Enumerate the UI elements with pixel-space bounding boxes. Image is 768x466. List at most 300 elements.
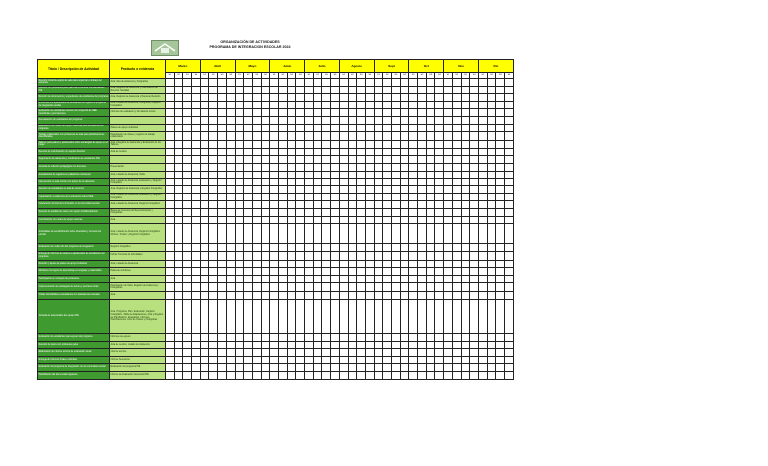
week-label: S3	[218, 73, 227, 79]
schedule-cell	[505, 179, 514, 186]
schedule-cell	[452, 275, 461, 283]
schedule-cell	[426, 132, 435, 141]
schedule-cell	[435, 163, 444, 171]
schedule-cell	[496, 179, 505, 186]
activity-cell: Actividades de sensibilización sobre diversidad y convivencia escolar	[38, 224, 110, 244]
schedule-cell	[479, 94, 488, 102]
schedule-cell	[444, 141, 453, 149]
schedule-cell	[331, 356, 340, 364]
schedule-cell	[392, 341, 401, 349]
schedule-cell	[174, 201, 183, 209]
schedule-cell	[400, 163, 409, 171]
schedule-cell	[383, 268, 392, 276]
schedule-cell	[392, 179, 401, 186]
schedule-cell	[174, 193, 183, 201]
schedule-cell	[261, 364, 270, 372]
schedule-cell	[235, 251, 244, 260]
schedule-cell	[479, 86, 488, 94]
schedule-cell	[226, 156, 235, 164]
schedule-cell	[409, 216, 418, 224]
schedule-cell	[183, 156, 192, 164]
schedule-cell	[305, 116, 314, 124]
schedule-cell	[348, 334, 357, 342]
schedule-cell	[252, 109, 261, 117]
schedule-cell	[339, 171, 348, 179]
schedule-cell	[270, 349, 279, 357]
schedule-cell	[435, 268, 444, 276]
schedule-cell	[287, 79, 296, 87]
schedule-cell	[261, 300, 270, 334]
schedule-cell	[192, 171, 201, 179]
evidence-cell: Informe de Evaluación Semestral PIE	[110, 372, 166, 380]
activity-cell: Reunión de coordinación con equipo directivo	[38, 148, 110, 156]
schedule-cell	[174, 109, 183, 117]
schedule-cell	[409, 283, 418, 292]
schedule-cell	[200, 124, 209, 132]
schedule-cell	[400, 171, 409, 179]
schedule-cell	[461, 86, 470, 94]
schedule-cell	[218, 372, 227, 380]
schedule-cell	[261, 251, 270, 260]
schedule-cell	[418, 171, 427, 179]
schedule-cell	[496, 201, 505, 209]
schedule-cell	[183, 268, 192, 276]
schedule-cell	[383, 156, 392, 164]
schedule-cell	[226, 341, 235, 349]
schedule-cell	[305, 334, 314, 342]
schedule-cell	[226, 163, 235, 171]
schedule-cell	[444, 124, 453, 132]
schedule-cell	[374, 201, 383, 209]
schedule-cell	[252, 94, 261, 102]
schedule-cell	[365, 124, 374, 132]
schedule-cell	[426, 179, 435, 186]
schedule-cell	[200, 251, 209, 260]
schedule-cell	[383, 251, 392, 260]
schedule-cell	[261, 79, 270, 87]
schedule-cell	[470, 260, 479, 268]
schedule-cell	[339, 79, 348, 87]
schedule-cell	[270, 186, 279, 194]
schedule-cell	[452, 79, 461, 87]
schedule-cell	[487, 124, 496, 132]
table-row	[38, 300, 514, 334]
schedule-cell	[200, 141, 209, 149]
schedule-cell	[313, 224, 322, 244]
schedule-cell	[479, 268, 488, 276]
schedule-cell	[261, 94, 270, 102]
col-header-activity: Título / Descripción de Actividad	[38, 60, 110, 79]
schedule-cell	[226, 101, 235, 109]
schedule-cell	[226, 300, 235, 334]
schedule-cell	[339, 201, 348, 209]
schedule-cell	[270, 116, 279, 124]
schedule-cell	[287, 216, 296, 224]
schedule-cell	[331, 334, 340, 342]
month-header-julio: Julio	[305, 60, 340, 73]
schedule-cell	[244, 201, 253, 209]
schedule-cell	[383, 244, 392, 252]
schedule-cell	[322, 156, 331, 164]
schedule-cell	[339, 364, 348, 372]
activity-cell: Evaluación de medio año del programa de integración	[38, 244, 110, 252]
week-label: S2	[279, 73, 288, 79]
schedule-cell	[470, 372, 479, 380]
schedule-cell	[331, 201, 340, 209]
schedule-cell	[461, 179, 470, 186]
evidence-cell: Informes de evaluación y formularios únicos	[110, 109, 166, 117]
schedule-cell	[313, 141, 322, 149]
evidence-cell: Acta, Registro de Asistencia y Planificación de Reunión, Medidas	[110, 86, 166, 94]
schedule-cell	[357, 156, 366, 164]
schedule-cell	[444, 251, 453, 260]
table-row	[38, 148, 514, 156]
schedule-cell	[374, 116, 383, 124]
schedule-cell	[383, 300, 392, 334]
schedule-cell	[192, 156, 201, 164]
week-label: S1	[305, 73, 314, 79]
schedule-cell	[331, 94, 340, 102]
schedule-cell	[287, 179, 296, 186]
schedule-cell	[505, 79, 514, 87]
schedule-cell	[252, 101, 261, 109]
schedule-cell	[296, 116, 305, 124]
activity-cell: Talleres para padres y apoderados sobre estrategias de apoyo en el hogar	[38, 141, 108, 147]
schedule-cell	[409, 141, 418, 149]
week-label: S1	[339, 73, 348, 79]
schedule-cell	[305, 364, 314, 372]
schedule-cell	[348, 141, 357, 149]
schedule-cell	[339, 216, 348, 224]
schedule-cell	[244, 349, 253, 357]
schedule-cell	[313, 260, 322, 268]
schedule-cell	[270, 179, 279, 186]
activity-cell: Evaluación de estudiantes para egreso del programa	[38, 334, 110, 342]
schedule-cell	[218, 260, 227, 268]
table-row	[38, 94, 514, 102]
schedule-cell	[444, 349, 453, 357]
schedule-cell	[279, 275, 288, 283]
month-header-marzo: Marzo	[166, 60, 201, 73]
schedule-cell	[200, 201, 209, 209]
schedule-cell	[487, 224, 496, 244]
schedule-cell	[348, 283, 357, 292]
schedule-cell	[287, 283, 296, 292]
schedule-cell	[166, 148, 175, 156]
schedule-cell	[479, 356, 488, 364]
schedule-cell	[418, 349, 427, 357]
schedule-cell	[383, 372, 392, 380]
schedule-cell	[357, 116, 366, 124]
month-header-nov: Nov	[444, 60, 479, 73]
schedule-cell	[426, 186, 435, 194]
evidence-cell: Planes de apoyo individual	[110, 124, 166, 132]
schedule-cell	[487, 201, 496, 209]
schedule-cell	[226, 364, 235, 372]
schedule-cell	[166, 132, 175, 141]
schedule-cell	[392, 208, 401, 216]
schedule-cell	[235, 132, 244, 141]
schedule-cell	[374, 356, 383, 364]
schedule-cell	[174, 268, 183, 276]
schedule-cell	[365, 244, 374, 252]
schedule-cell	[305, 186, 314, 194]
schedule-cell	[461, 148, 470, 156]
schedule-cell	[470, 224, 479, 244]
schedule-cell	[452, 132, 461, 141]
evidence-cell: Planificación de clases y registro de trabajo colaborativo	[110, 132, 166, 141]
schedule-cell	[444, 101, 453, 109]
schedule-cell	[505, 283, 514, 292]
week-label: S3	[287, 73, 296, 79]
schedule-cell	[496, 79, 505, 87]
schedule-cell	[365, 201, 374, 209]
schedule-cell	[444, 283, 453, 292]
schedule-cell	[322, 364, 331, 372]
schedule-cell	[409, 201, 418, 209]
schedule-cell	[192, 201, 201, 209]
schedule-cell	[261, 372, 270, 380]
activity-cell: Atención de estudiantes en aula de recursos	[38, 186, 110, 194]
schedule-cell	[479, 132, 488, 141]
schedule-cell	[452, 268, 461, 276]
schedule-cell	[348, 216, 357, 224]
schedule-cell	[383, 148, 392, 156]
schedule-cell	[505, 208, 514, 216]
schedule-cell	[218, 283, 227, 292]
schedule-cell	[287, 334, 296, 342]
schedule-cell	[435, 372, 444, 380]
schedule-cell	[287, 101, 296, 109]
schedule-cell	[435, 193, 444, 201]
schedule-cell	[209, 116, 218, 124]
evidence-cell: Acta, Listado de Asistencia, Evaluación y Registro Fotográfico	[110, 179, 166, 186]
activity-cell: Entrevista con apoderados de estudiantes de ingreso al programa de integración escolar	[38, 101, 110, 109]
schedule-cell	[183, 334, 192, 342]
schedule-cell	[348, 79, 357, 87]
schedule-cell	[426, 124, 435, 132]
schedule-cell	[174, 101, 183, 109]
schedule-cell	[418, 163, 427, 171]
schedule-cell	[322, 79, 331, 87]
schedule-cell	[383, 132, 392, 141]
table-row	[38, 268, 514, 276]
schedule-cell	[226, 94, 235, 102]
schedule-cell	[348, 251, 357, 260]
schedule-cell	[435, 341, 444, 349]
schedule-cell	[505, 116, 514, 124]
schedule-cell	[252, 79, 261, 87]
schedule-cell	[200, 244, 209, 252]
schedule-cell	[279, 193, 288, 201]
schedule-cell	[174, 356, 183, 364]
schedule-cell	[226, 251, 235, 260]
schedule-cell	[505, 171, 514, 179]
schedule-cell	[252, 171, 261, 179]
schedule-cell	[400, 94, 409, 102]
schedule-cell	[479, 163, 488, 171]
schedule-cell	[392, 201, 401, 209]
schedule-cell	[296, 86, 305, 94]
week-label: S2	[209, 73, 218, 79]
schedule-cell	[435, 156, 444, 164]
week-label: S4	[261, 73, 270, 79]
schedule-cell	[479, 101, 488, 109]
schedule-cell	[348, 341, 357, 349]
schedule-cell	[226, 109, 235, 117]
schedule-cell	[383, 201, 392, 209]
schedule-cell	[426, 86, 435, 94]
schedule-cell	[296, 364, 305, 372]
schedule-cell	[279, 364, 288, 372]
schedule-cell	[409, 208, 418, 216]
table-row	[38, 116, 514, 124]
schedule-cell	[192, 364, 201, 372]
schedule-cell	[409, 179, 418, 186]
schedule-cell	[183, 244, 192, 252]
schedule-cell	[174, 364, 183, 372]
schedule-cell	[252, 124, 261, 132]
schedule-cell	[496, 171, 505, 179]
schedule-cell	[287, 292, 296, 300]
schedule-cell	[305, 208, 314, 216]
schedule-cell	[166, 156, 175, 164]
schedule-cell	[357, 244, 366, 252]
schedule-cell	[505, 124, 514, 132]
schedule-cell	[418, 251, 427, 260]
schedule-cell	[200, 156, 209, 164]
schedule-cell	[392, 186, 401, 194]
schedule-cell	[479, 251, 488, 260]
schedule-cell	[322, 86, 331, 94]
schedule-cell	[444, 224, 453, 244]
schedule-cell	[200, 341, 209, 349]
schedule-cell	[426, 334, 435, 342]
activity-cell: Entrega de informes finales a familias	[38, 356, 110, 364]
schedule-cell	[505, 300, 514, 334]
schedule-cell	[470, 349, 479, 357]
month-header-agosto: Agosto	[339, 60, 374, 73]
schedule-cell	[183, 116, 192, 124]
schedule-cell	[374, 349, 383, 357]
schedule-cell	[200, 179, 209, 186]
schedule-cell	[452, 334, 461, 342]
schedule-cell	[496, 156, 505, 164]
schedule-cell	[235, 79, 244, 87]
schedule-cell	[452, 224, 461, 244]
schedule-cell	[200, 94, 209, 102]
schedule-cell	[505, 275, 514, 283]
schedule-cell	[244, 364, 253, 372]
schedule-cell	[270, 364, 279, 372]
schedule-cell	[235, 208, 244, 216]
schedule-cell	[487, 179, 496, 186]
schedule-cell	[496, 251, 505, 260]
schedule-cell	[296, 372, 305, 380]
schedule-cell	[261, 292, 270, 300]
schedule-cell	[174, 349, 183, 357]
schedule-cell	[252, 251, 261, 260]
schedule-cell	[426, 101, 435, 109]
schedule-cell	[174, 79, 183, 87]
schedule-cell	[374, 124, 383, 132]
schedule-cell	[470, 244, 479, 252]
schedule-cell	[461, 224, 470, 244]
schedule-cell	[409, 171, 418, 179]
schedule-cell	[479, 208, 488, 216]
schedule-cell	[383, 208, 392, 216]
schedule-cell	[252, 208, 261, 216]
schedule-cell	[174, 372, 183, 380]
schedule-cell	[348, 372, 357, 380]
schedule-cell	[252, 193, 261, 201]
schedule-cell	[479, 109, 488, 117]
schedule-cell	[235, 186, 244, 194]
schedule-cell	[209, 163, 218, 171]
schedule-cell	[174, 300, 183, 334]
evidence-cell: Fichas Técnicas de Actividades	[110, 251, 166, 260]
schedule-cell	[218, 86, 227, 94]
schedule-cell	[487, 101, 496, 109]
schedule-cell	[305, 341, 314, 349]
schedule-cell	[270, 163, 279, 171]
schedule-cell	[192, 283, 201, 292]
schedule-cell	[331, 300, 340, 334]
schedule-cell	[383, 171, 392, 179]
schedule-cell	[357, 171, 366, 179]
schedule-cell	[374, 300, 383, 334]
schedule-cell	[313, 341, 322, 349]
schedule-cell	[244, 334, 253, 342]
schedule-cell	[322, 260, 331, 268]
schedule-cell	[305, 216, 314, 224]
schedule-cell	[270, 334, 279, 342]
schedule-cell	[279, 163, 288, 171]
schedule-cell	[452, 244, 461, 252]
schedule-cell	[305, 244, 314, 252]
table-row	[38, 275, 514, 283]
schedule-cell	[226, 349, 235, 357]
schedule-cell	[235, 124, 244, 132]
schedule-cell	[392, 300, 401, 334]
schedule-cell	[287, 300, 296, 334]
schedule-cell	[261, 224, 270, 244]
schedule-cell	[383, 193, 392, 201]
schedule-cell	[200, 101, 209, 109]
schedule-cell	[365, 116, 374, 124]
schedule-cell	[200, 171, 209, 179]
schedule-cell	[218, 216, 227, 224]
schedule-cell	[166, 300, 175, 334]
schedule-cell	[183, 251, 192, 260]
schedule-cell	[426, 193, 435, 201]
schedule-cell	[348, 171, 357, 179]
schedule-cell	[192, 216, 201, 224]
schedule-cell	[235, 156, 244, 164]
schedule-cell	[418, 283, 427, 292]
schedule-cell	[418, 86, 427, 94]
schedule-cell	[392, 124, 401, 132]
schedule-cell	[357, 101, 366, 109]
schedule-cell	[383, 116, 392, 124]
activity-cell: Jornada de reflexión pedagógica con docentes	[38, 163, 110, 171]
table-row	[38, 224, 514, 244]
schedule-cell	[348, 179, 357, 186]
schedule-cell	[313, 101, 322, 109]
week-label: S1	[479, 73, 488, 79]
schedule-cell	[365, 268, 374, 276]
schedule-cell	[244, 101, 253, 109]
